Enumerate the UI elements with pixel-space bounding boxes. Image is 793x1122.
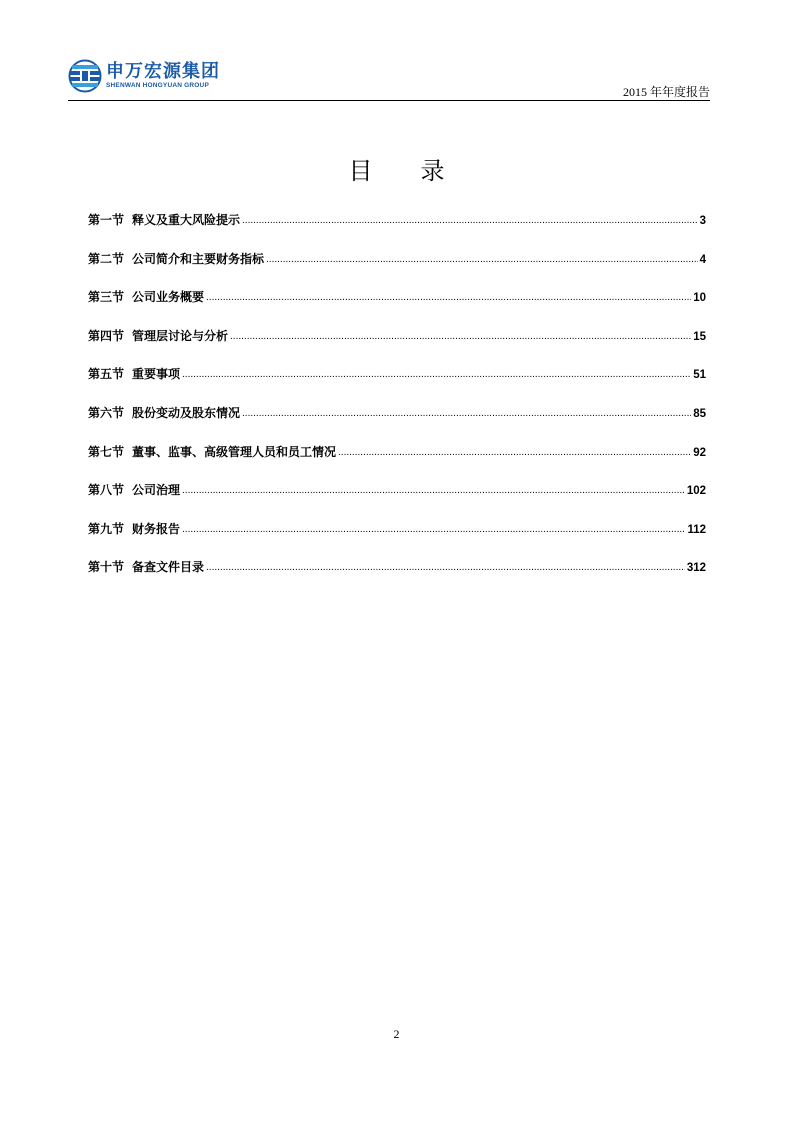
toc-section-title: 释义及重大风险提示	[132, 213, 241, 227]
toc-page-number: 92	[693, 446, 706, 459]
toc-section-title: 公司简介和主要财务指标	[132, 251, 265, 266]
toc-section-number: 第二节	[88, 251, 125, 266]
toc-page-number: 312	[686, 562, 706, 575]
toc-section-title: 管理层讨论与分析	[132, 328, 229, 343]
toc-entry[interactable]	[88, 404, 706, 443]
toc-entry[interactable]	[88, 288, 706, 327]
toc-entry[interactable]	[88, 365, 706, 404]
toc-entry[interactable]	[88, 211, 706, 250]
page-header	[68, 58, 710, 102]
toc-entry[interactable]	[88, 250, 706, 289]
page-number: 2	[393, 1027, 400, 1041]
toc-entry[interactable]	[88, 558, 706, 597]
toc-section-number: 第八节	[88, 483, 125, 498]
table-of-contents	[88, 211, 706, 597]
shenwan-hongyuan-logo-icon	[68, 59, 102, 93]
toc-dot-leader	[182, 524, 685, 535]
report-label: 2015 年年度报告	[622, 85, 710, 99]
toc-section-title: 财务报告	[132, 521, 181, 536]
title-char-1: 目	[348, 157, 373, 185]
toc-page-number: 15	[693, 330, 706, 343]
toc-section-number: 第一节	[88, 213, 125, 227]
toc-section-title: 公司业务概要	[132, 290, 205, 305]
toc-section-number: 第六节	[88, 405, 125, 420]
toc-dot-leader	[242, 408, 691, 419]
toc-entry[interactable]	[88, 327, 706, 366]
page-title	[0, 155, 793, 187]
toc-section-title: 公司治理	[132, 483, 181, 498]
toc-dot-leader	[266, 254, 698, 265]
toc-section-number: 第三节	[88, 290, 125, 305]
logo-english-name: SHENWAN HONGYUAN GROUP	[106, 82, 209, 89]
header-divider	[68, 100, 710, 101]
toc-page-number: 102	[686, 485, 706, 498]
toc-section-title: 董事、监事、高级管理人员和员工情况	[132, 444, 337, 459]
toc-entry[interactable]	[88, 520, 706, 559]
toc-section-number: 第十节	[88, 560, 125, 575]
toc-page-number: 112	[687, 523, 706, 536]
toc-page-number: 4	[699, 253, 706, 266]
toc-dot-leader	[206, 562, 685, 573]
toc-section-number: 第五节	[88, 367, 125, 382]
company-logo	[68, 58, 220, 94]
toc-dot-leader	[242, 215, 698, 226]
toc-entry[interactable]	[88, 443, 706, 482]
toc-dot-leader	[182, 369, 691, 380]
toc-page-number: 10	[693, 292, 706, 305]
toc-page-number: 3	[699, 215, 706, 227]
toc-section-title: 备查文件目录	[132, 560, 205, 575]
title-char-2: 录	[420, 157, 445, 185]
toc-page-number: 85	[693, 407, 706, 420]
toc-page-number: 51	[693, 369, 706, 382]
logo-chinese-name: 申万宏源集团	[106, 61, 220, 82]
toc-dot-leader	[182, 485, 685, 496]
toc-dot-leader	[206, 292, 691, 303]
toc-section-title: 重要事项	[132, 367, 181, 382]
toc-section-title: 股份变动及股东情况	[132, 405, 241, 420]
toc-section-number: 第九节	[88, 521, 125, 536]
toc-dot-leader	[230, 331, 691, 342]
toc-dot-leader	[338, 447, 691, 458]
toc-entry[interactable]	[88, 481, 706, 520]
toc-section-number: 第四节	[88, 328, 125, 343]
toc-section-number: 第七节	[88, 444, 125, 459]
